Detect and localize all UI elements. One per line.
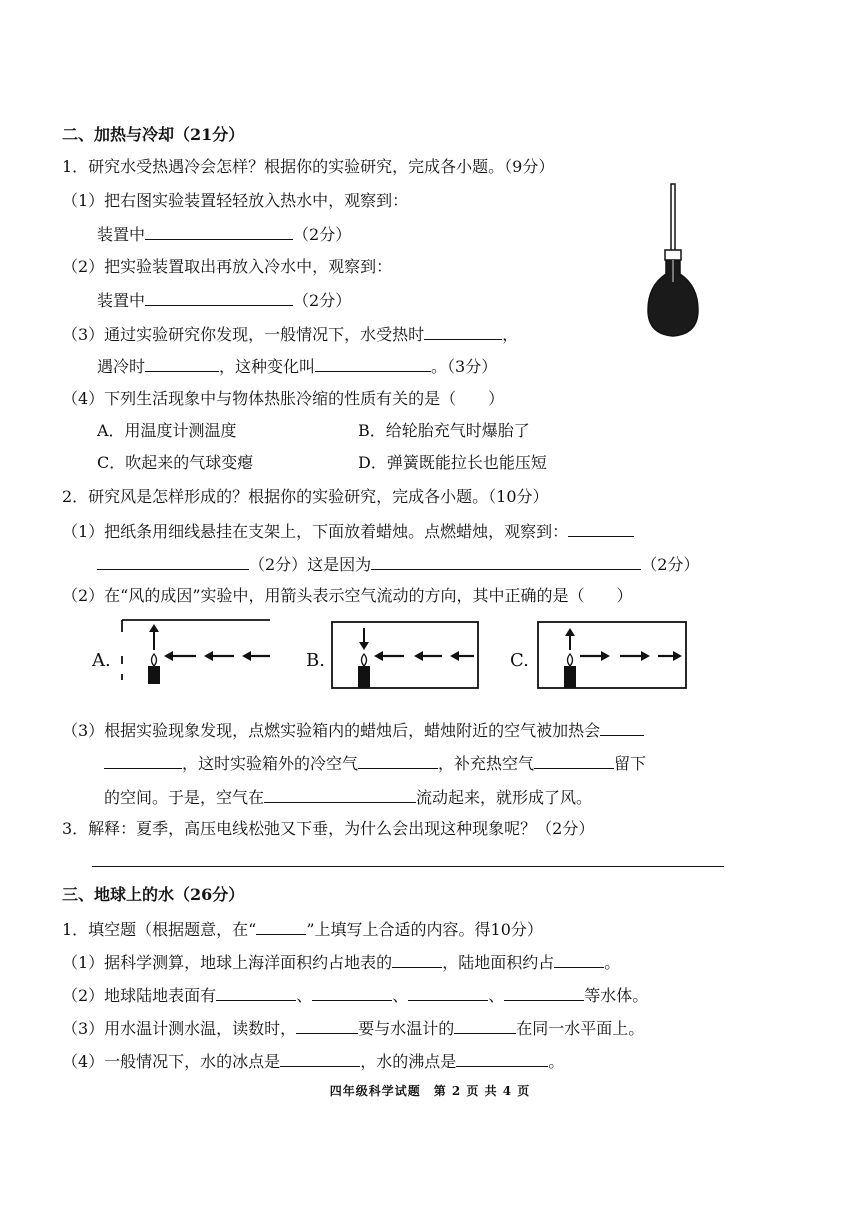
answer-blank[interactable] (216, 983, 296, 1001)
answer-blank[interactable] (568, 519, 634, 537)
question-2-2-3-line3: 的空间。于是，空气在 流动起来，就形成了风。 (104, 785, 592, 809)
option-c[interactable]: C．吹起来的气球变瘪 (97, 453, 254, 472)
question-2-1-3-line1: （3）通过实验研究你发现，一般情况下，水受热时 ， (62, 322, 518, 346)
question-2-1-stem: 1．研究水受热遇冷会怎样？根据你的实验研究，完成各小题。（9分） (62, 157, 555, 176)
flask-apparatus-illustration (640, 182, 710, 342)
answer-blank[interactable] (554, 950, 604, 968)
question-3-1-stem: 1．填空题（根据题意，在“ ”上填写上合适的内容。得10分） (62, 917, 543, 941)
option-b[interactable]: B．给轮胎充气时爆胎了 (358, 421, 530, 440)
section-2-title: 二、加热与冷却（21分） (62, 125, 245, 144)
answer-blank[interactable] (424, 322, 502, 340)
question-2-2-3-line2: ，这时实验箱外的冷空气 ，补充热空气 留下 (104, 751, 646, 775)
question-2-2-3-line1: （3）根据实验现象发现，点燃实验箱内的蜡烛后，蜡烛附近的空气被加热会 (62, 718, 644, 742)
question-2-1-1-answer-line: 装置中 （2分） (97, 222, 351, 246)
question-2-3-stem: 3．解释：夏季，高压电线松弛又下垂，为什么会出现这种现象呢？（2分） (62, 819, 595, 838)
answer-blank[interactable] (534, 751, 614, 769)
answer-blank[interactable] (145, 354, 219, 372)
question-3-1-3: （3）用水温计测水温，读数时， 要与水温计的 在同一水平面上。 (62, 1016, 644, 1040)
question-3-1-4: （4）一般情况下，水的冰点是 ，水的沸点是 。 (62, 1049, 564, 1073)
question-2-2-2-stem: （2）在“风的成因”实验中，用箭头表示空气流动的方向，其中正确的是（ ） (62, 586, 633, 605)
option-a[interactable]: A．用温度计测温度 (97, 421, 237, 440)
answer-blank[interactable] (408, 983, 488, 1001)
question-2-1-2-text: （2）把实验装置取出再放入冷水中，观察到： (62, 257, 393, 276)
question-2-1-3-line2: 遇冷时 ，这种变化叫 。（3分） (97, 354, 497, 378)
answer-blank[interactable] (312, 983, 392, 1001)
question-3-1-1: （1）据科学测算，地球上海洋面积约占地表的 ，陆地面积约占 。 (62, 950, 620, 974)
answer-blank[interactable] (358, 751, 438, 769)
diagram-a[interactable] (118, 616, 278, 692)
question-2-1-1-text: （1）把右图实验装置轻轻放入热水中，观察到： (62, 191, 409, 210)
answer-line-explanation[interactable] (92, 866, 724, 867)
answer-blank[interactable] (296, 1016, 358, 1034)
answer-blank[interactable] (145, 222, 293, 240)
answer-blank[interactable] (371, 552, 641, 570)
question-2-2-1-line2: （2分）这是因为 （2分） (97, 552, 699, 576)
question-2-1-2-answer-line: 装置中 （2分） (97, 288, 351, 312)
answer-blank[interactable] (315, 354, 431, 372)
question-3-1-2: （2）地球陆地表面有 、 、 、 等水体。 (62, 983, 648, 1007)
diagram-label-b: B. (306, 650, 325, 671)
answer-blank[interactable] (600, 718, 644, 736)
answer-blank[interactable] (280, 1049, 360, 1067)
diagram-label-c: C. (510, 650, 529, 671)
page-footer: 四年级科学试题 第 2 页 共 4 页 (329, 1084, 531, 1098)
answer-blank[interactable] (392, 950, 442, 968)
option-d[interactable]: D．弹簧既能拉长也能压短 (358, 453, 547, 472)
answer-blank[interactable] (456, 1049, 548, 1067)
diagram-b[interactable] (330, 620, 480, 692)
question-2-1-4-stem: （4）下列生活现象中与物体热胀冷缩的性质有关的是（ ） (62, 389, 505, 408)
answer-blank[interactable] (145, 288, 293, 306)
answer-blank[interactable] (504, 983, 584, 1001)
diagram-c[interactable] (536, 620, 688, 692)
section-3-title: 三、地球上的水（26分） (62, 885, 245, 904)
answer-blank[interactable] (454, 1016, 516, 1034)
diagram-label-a: A. (92, 650, 111, 671)
answer-blank[interactable] (264, 785, 416, 803)
question-2-2-stem: 2．研究风是怎样形成的？根据你的实验研究，完成各小题。（10分） (62, 487, 549, 506)
answer-blank[interactable] (104, 751, 182, 769)
answer-blank[interactable] (97, 552, 249, 570)
question-2-2-1-line1: （1）把纸条用细线悬挂在支架上，下面放着蜡烛。点燃蜡烛，观察到： (62, 519, 634, 543)
